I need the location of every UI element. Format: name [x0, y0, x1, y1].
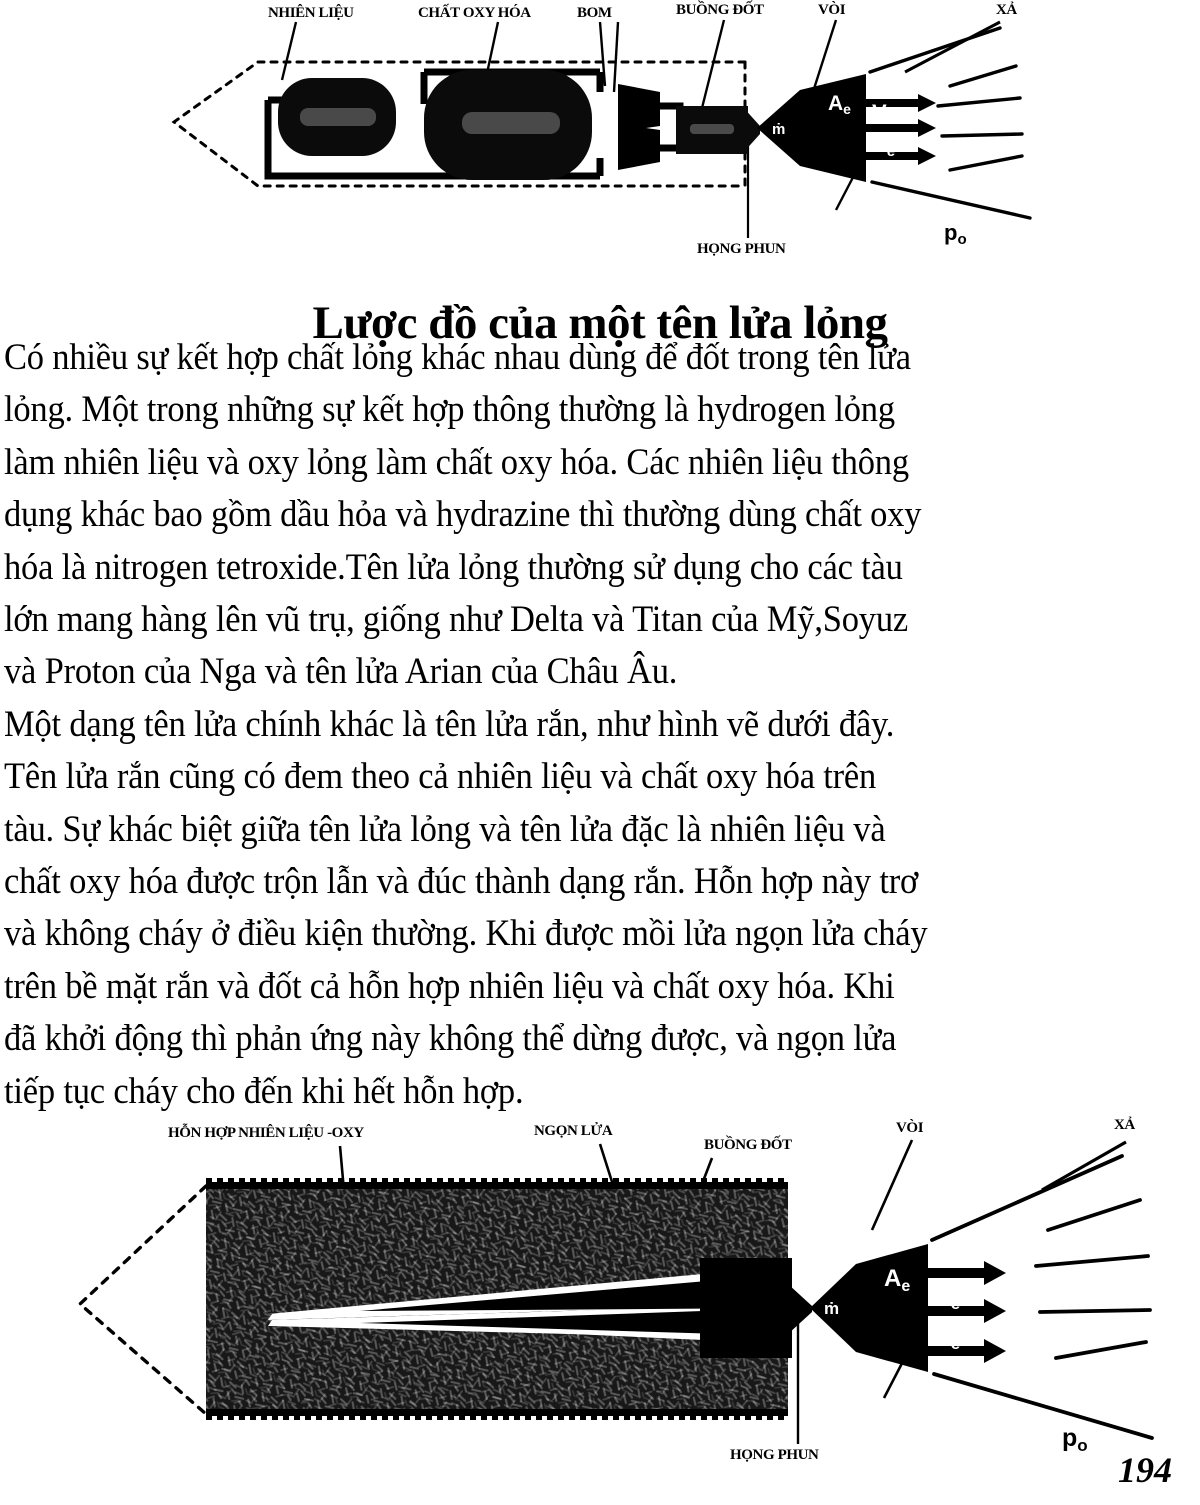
- liquid-rocket-diagram: [0, 0, 1200, 265]
- symbol-mass-flow: ṁ: [772, 121, 786, 138]
- symbol-ambient-pressure: po: [944, 220, 967, 248]
- text-line: và không cháy ở điều kiện thường. Khi được mồi lửa ngọn lửa cháy: [4, 913, 928, 955]
- label-flame: NGỌN LỬA: [534, 1123, 613, 1139]
- plume-lines: [932, 1156, 1152, 1438]
- solid-rocket-drawing: [0, 1108, 1200, 1458]
- leader-nozzle: [872, 1140, 912, 1230]
- text-line: lớn mang hàng lên vũ trụ, giống như Delta và Titan của Mỹ,Soyuz: [4, 599, 908, 640]
- label-throat: HỌNG PHUN: [730, 1447, 819, 1463]
- symbol-exit-velocity: Ve: [872, 100, 896, 128]
- throat: [788, 1284, 812, 1334]
- symbol-ambient-pressure: $p_o$: [1062, 1424, 1088, 1455]
- text-line: Tên lửa rắn cũng có đem theo cả nhiên liệu và chất oxy hóa trên: [4, 756, 877, 797]
- symbol-exit-pressure: $P_e$: [934, 1322, 961, 1353]
- leader-chamber: [700, 20, 724, 116]
- page-number: 194: [1118, 1450, 1172, 1490]
- text-line: tiếp tục cháy cho đến khi hết hỗn hợp.: [4, 1071, 524, 1112]
- vehicle-outline: [80, 1186, 206, 1414]
- solid-rocket-diagram: [0, 1108, 1200, 1463]
- leader-fuel: [282, 22, 296, 80]
- text-line: đã khởi động thì phản ứng này không thể dừng được, và ngọn lửa: [4, 1018, 897, 1059]
- label-exhaust: XẢ: [996, 2, 1017, 18]
- page-title: Lược đồ của một tên lửa lỏng: [312, 297, 888, 350]
- label-nozzle: VÒI: [896, 1120, 924, 1136]
- text-line: dụng khác bao gồm dầu hỏa và hydrazine thì thường dùng chất oxy: [4, 494, 922, 535]
- text-line: hóa là nitrogen tetroxide.Tên lửa lỏng thường sử dụng cho các tàu: [4, 547, 903, 588]
- oxidizer-tank: [424, 70, 592, 180]
- fuel-tank: [278, 78, 396, 156]
- combustion-chamber: [676, 106, 760, 154]
- text-line: lỏng. Một trong những sự kết hợp thông thường là hydrogen lỏng: [4, 389, 895, 431]
- label-propellant-mix: HỖN HỢP NHIÊN LIỆU -OXY: [168, 1125, 364, 1141]
- text-line: và Proton của Nga và tên lửa Arian của Châu Âu.: [4, 651, 678, 693]
- label-fuel: NHIÊN LIỆU: [268, 5, 354, 21]
- text-line: chất oxy hóa được trộn lẫn và đúc thành dạng rắn. Hỗn hợp này trơ: [4, 861, 919, 902]
- text-line: Một dạng tên lửa chính khác là tên lửa rắn, như hình vẽ dưới đây.: [4, 704, 895, 745]
- leader-exhaust: [1042, 1142, 1126, 1190]
- label-pump: BOM: [577, 5, 612, 21]
- label-combustion-chamber: BUỒNG ĐỐT: [676, 2, 764, 18]
- body-text: [4, 330, 1196, 1116]
- label-combustion-chamber: BUỒNG ĐỐT: [704, 1137, 792, 1153]
- symbol-exit-area: Ae: [828, 92, 851, 117]
- symbol-exit-velocity: $V_e$: [934, 1282, 961, 1313]
- label-throat: HỌNG PHUN: [697, 241, 786, 257]
- text-line: trên bề mặt rắn và đốt cả hỗn hợp nhiên liệu và chất oxy hóa. Khi: [4, 966, 895, 1007]
- combustion-region: [700, 1258, 792, 1358]
- symbol-mass-flow: ṁ: [824, 1299, 840, 1318]
- label-nozzle: VÒI: [818, 2, 846, 18]
- label-oxidizer: CHẤT OXY HÓA: [418, 5, 531, 21]
- liquid-rocket-drawing: [0, 0, 1200, 265]
- text-line: làm nhiên liệu và oxy lỏng làm chất oxy hóa. Các nhiên liệu thông: [4, 442, 909, 483]
- text-line: Có nhiều sự kết hợp chất lỏng khác nhau dùng để đốt trong tên lửa: [4, 337, 911, 378]
- symbol-exit-pressure: Pe: [872, 132, 896, 160]
- pumps: [618, 84, 660, 170]
- text-line: tàu. Sự khác biệt giữa tên lửa lỏng và tên lửa đặc là nhiên liệu và: [4, 809, 886, 850]
- label-exhaust: XẢ: [1114, 1117, 1135, 1133]
- symbol-exit-area: $A_e$: [884, 1265, 911, 1295]
- leader-exhaust: [905, 22, 1000, 72]
